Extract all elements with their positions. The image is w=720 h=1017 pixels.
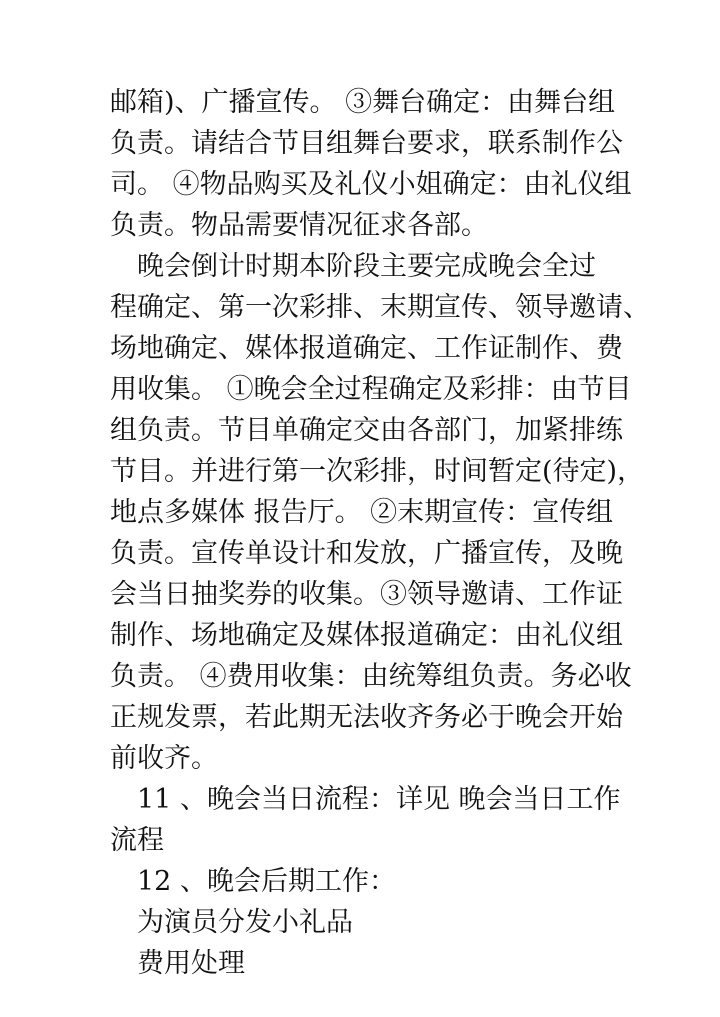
text-line: 场地确定、媒体报道确定、工作证制作、费 — [110, 333, 623, 364]
text-line: 程确定、第一次彩排、末期宣传、领导邀请、 — [110, 292, 650, 323]
text-line: 地点多媒体 报告厅。 ②末期宣传：宣传组 — [110, 497, 614, 528]
text-line: 组负责。节目单确定交由各部门，加紧排练 — [110, 415, 623, 446]
text-line: 负责。物品需要情况征求各部。 — [110, 210, 488, 241]
text-line: 费用处理 — [137, 948, 245, 979]
text-line: 会当日抽奖券的收集。③领导邀请、工作证 — [110, 579, 623, 610]
document-body — [110, 82, 650, 984]
text-line: 流程 — [110, 825, 164, 856]
text-line: 制作、场地确定及媒体报道确定：由礼仪组 — [110, 620, 623, 651]
text-line: 11 、晚会当日流程：详见 晚会当日工作 — [137, 784, 621, 815]
text-line: 负责。宣传单设计和发放，广播宣传，及晚 — [110, 538, 623, 569]
text-line: 负责。 ④费用收集：由统筹组负责。务必收 — [110, 661, 632, 692]
text-line: 用收集。 ①晚会全过程确定及彩排：由节目 — [110, 374, 632, 405]
text-line: 为演员分发小礼品 — [137, 907, 353, 938]
text-line: 邮箱)、广播宣传。 ③舞台确定：由舞台组 — [110, 87, 616, 118]
text-line: 晚会倒计时期本阶段主要完成晚会全过 — [137, 251, 596, 282]
text-line: 正规发票，若此期无法收齐务必于晚会开始 — [110, 702, 623, 733]
text-line: 前收齐。 — [110, 743, 218, 774]
text-line: 负责。请结合节目组舞台要求，联系制作公 — [110, 128, 623, 159]
text-line: 节目。并进行第一次彩排，时间暂定(待定)， — [110, 456, 645, 487]
text-line: 12 、晚会后期工作： — [137, 866, 396, 897]
text-line: 司。 ④物品购买及礼仪小姐确定：由礼仪组 — [110, 169, 632, 200]
